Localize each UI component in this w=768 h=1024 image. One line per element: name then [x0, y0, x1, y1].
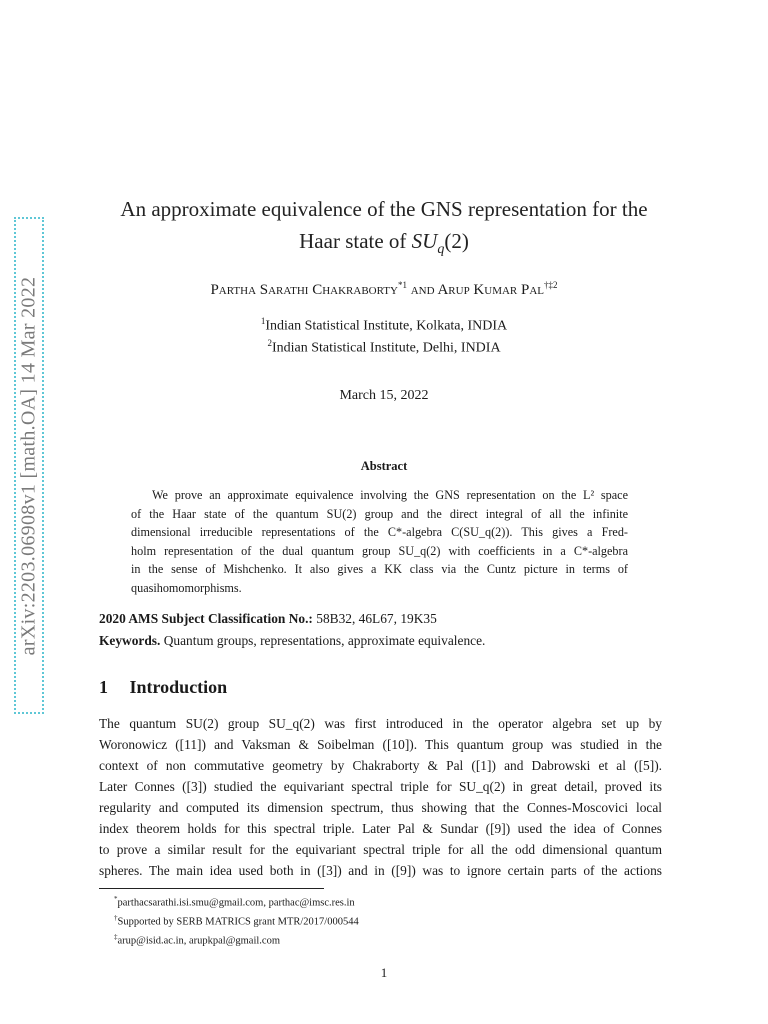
title-prefix: Haar state of	[299, 229, 412, 253]
abstract-body	[131, 486, 628, 598]
footnote	[114, 930, 359, 949]
keywords	[99, 633, 485, 649]
intro-line: context of non commutative geometry by Chakraborty & Pal ([1]) and Dabrowski et al ([5]).	[99, 758, 662, 773]
abstract-line: We prove an approximate equivalence involving the GNS representation on the L² space	[152, 488, 628, 502]
intro-line: spheres. The main idea used both in ([3]) and in ([9]) was to ignore certain parts of the actions	[99, 863, 662, 878]
intro-line: to prove a similar result for the equivariant spectral triple for all the odd dimensional quantum	[99, 842, 662, 857]
author-marks: †‡2	[544, 280, 558, 290]
keywords-label: Keywords.	[99, 633, 161, 648]
footnotes	[114, 892, 359, 949]
footnote-mark: ‡	[114, 933, 118, 941]
title-math-sub: q	[437, 242, 445, 258]
intro-line: Later Connes ([3]) studied the equivariant spectral triple for SU_q(2) in great detail, proved its	[99, 779, 662, 794]
footnote	[114, 911, 359, 930]
footnote-mark: †	[114, 914, 118, 922]
affiliation-text: Indian Statistical Institute, Kolkata, INDIA	[265, 318, 508, 334]
section-heading	[99, 677, 227, 698]
keywords-value: Quantum groups, representations, approximate equivalence.	[163, 633, 486, 648]
affiliation-text: Indian Statistical Institute, Delhi, INDIA	[271, 340, 501, 356]
footnote	[114, 892, 359, 911]
affiliation-1	[0, 316, 768, 335]
abstract-line: dimensional irreducible representations of the C*-algebra C(SU_q(2)). This gives a Fred-	[131, 525, 628, 540]
intro-line: regularity and computed its dimension spectrum, thus showing that the Connes-Moscovici local	[99, 800, 662, 815]
author-name: Partha Sarathi Chakraborty	[210, 282, 398, 298]
ams-classification	[99, 611, 437, 627]
footnote-text: parthacsarathi.isi.smu@gmail.com, parthac@imsc.res.in	[117, 897, 355, 909]
author-and: and	[406, 282, 438, 298]
intro-paragraph	[99, 713, 662, 881]
footnote-text: arup@isid.ac.in, arupkpal@gmail.com	[117, 935, 281, 947]
paper-title-line1: An approximate equivalence of the GNS representation for the	[120, 197, 648, 221]
abstract-line: in the sense of Mishchenko. It also gives a KK class via the Cuntz picture in terms of	[131, 562, 628, 577]
affiliation-mark: 1	[260, 316, 266, 326]
footnote-mark: *	[114, 895, 118, 903]
intro-line: The quantum SU(2) group SU_q(2) was first introduced in the operator algebra set up by	[99, 716, 662, 731]
abstract-line: of the Haar state of the quantum SU(2) group and the direct integral of all the infinite	[131, 506, 628, 521]
intro-line: index theorem holds for this spectral triple. Later Pal & Sundar ([9]) used the idea of Connes	[99, 821, 662, 836]
footnote-rule	[99, 888, 324, 889]
paper-title-line2	[0, 229, 768, 258]
paper-date: March 15, 2022	[339, 388, 429, 403]
authors-line	[0, 280, 768, 299]
abstract-line: quasihomomorphisms.	[131, 580, 242, 595]
ams-label: 2020 AMS Subject Classification No.:	[99, 611, 313, 626]
author-name: Arup Kumar Pal	[437, 282, 545, 298]
title-suffix: (2)	[444, 229, 469, 253]
ams-value: 58B32, 46L67, 19K35	[316, 611, 437, 626]
affiliation-mark: 2	[267, 338, 272, 348]
abstract-heading: Abstract	[360, 459, 408, 473]
arxiv-stamp-text: arXiv:2203.06908v1 [math.OA] 14 Mar 2022	[17, 276, 40, 655]
affiliation-2	[0, 338, 768, 357]
footnote-text: Supported by SERB MATRICS grant MTR/2017/000544	[117, 916, 359, 928]
section-title: Introduction	[129, 677, 228, 697]
page-number: 1	[380, 965, 388, 980]
title-math: SU	[411, 229, 438, 253]
abstract-line: holm representation of the dual quantum group SU_q(2) with coefficients in a C*-algebra	[131, 543, 628, 558]
author-marks: *1	[397, 280, 407, 290]
intro-line: Woronowicz ([11]) and Vaksman & Soibelman ([10]). This quantum group was studied in the	[99, 737, 662, 752]
section-number: 1	[99, 677, 108, 697]
